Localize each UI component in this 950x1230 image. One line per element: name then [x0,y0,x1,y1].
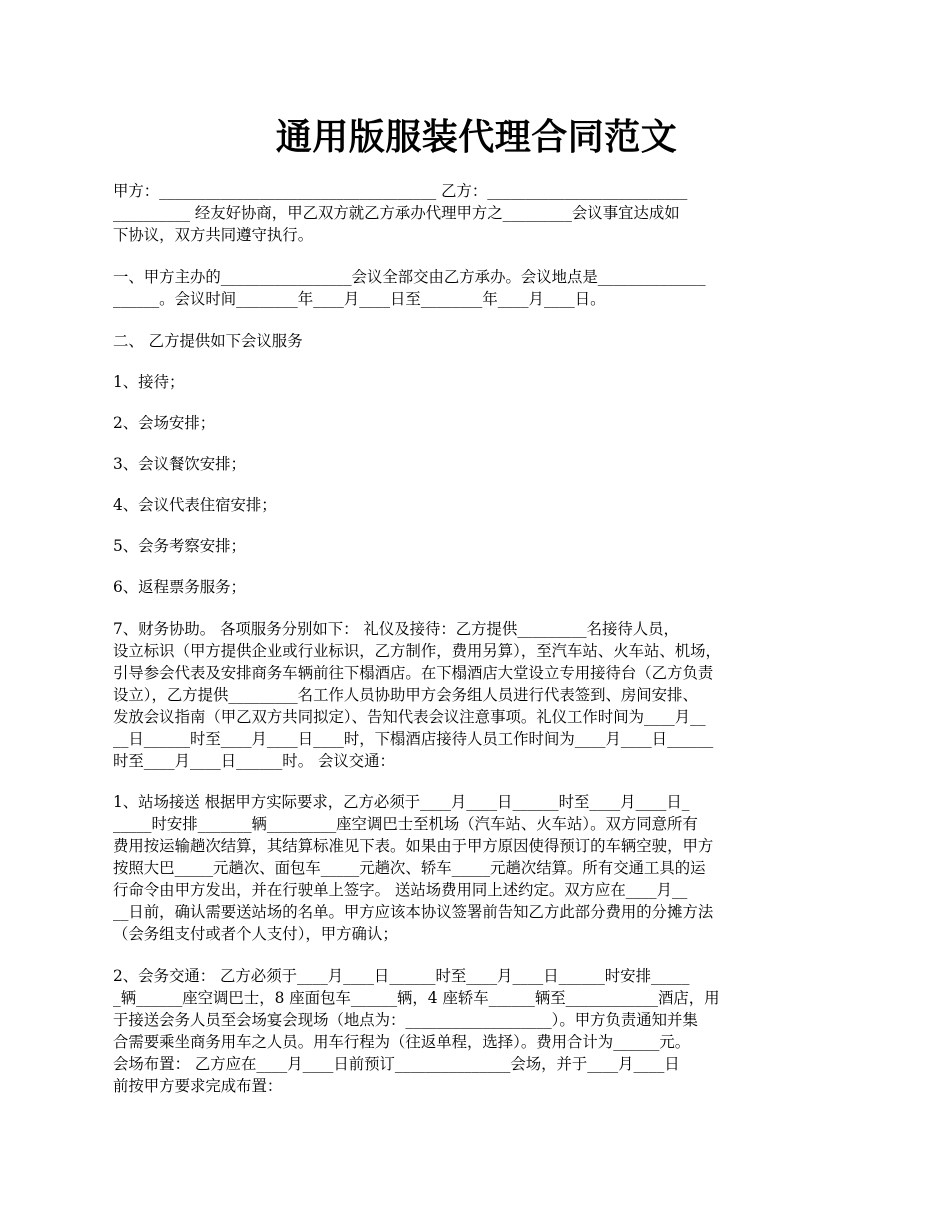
text-line: 6、返程票务服务； [113,578,246,596]
text-line: _____时安排_______辆_________座空调巴士至机场（汽车站、火车站）。双方同意所有 [113,815,698,833]
text-line: 引导参会代表及安排商务车辆前往下榻酒店。在下榻酒店大堂设立专用接待台（乙方负责 [113,664,714,682]
text-line: 合需要乘坐商务用车之人员。用车行程为（往返单程，选择）。费用合计为______元。 [113,1033,691,1051]
text-line: __日______时至____月____日____时，下榻酒店接待人员工作时间为____月____日______ [113,730,714,748]
service-item-2 [113,412,840,434]
text-line: 3、会议餐饮安排； [113,455,246,473]
clause-2-heading [113,330,840,352]
text-line: 费用按运输趟次结算，其结算标准见下表。如果由于甲方原因使得预订的车辆空驶，甲方 [113,837,714,855]
text-line: 设立），乙方提供_________名工作人员协助甲方会务组人员进行代表签到、房间安排、 [113,686,698,704]
text-line: _辆______座空调巴士，8 座面包车______辆，4 座轿车______辆至____________酒店，用 [113,989,720,1007]
text-line: 行命令由甲方发出，并在行驶单上签字。 送站场费用同上述约定。双方应在____月__ [113,881,688,899]
text-line: 按照大巴_____元趟次、面包车_____元趟次、轿车_____元趟次结算。所有交通工具的运 [113,859,706,877]
text-line: __________ 经友好协商，甲乙双方就乙方承办代理甲方之_________会议事宜达成如 [113,204,680,222]
text-line: 2、会场安排； [113,414,216,432]
text-line: 甲方：____________________________________ 乙方：__________________________ [113,182,688,200]
text-line: 时至____月____日______时。 会议交通： [113,752,395,770]
parties-paragraph [113,180,840,246]
text-line: 1、接待； [113,373,185,391]
text-line: 一、甲方主办的_________________会议全部交由乙方承办。会议地点是______________ [113,268,706,286]
text-line: 7、财务协助。 各项服务分别如下： 礼仪及接待：乙方提供_________名接待人员， [113,620,679,638]
service-item-6 [113,576,840,598]
text-line: 2、会务交通： 乙方必须于____月____日______时至____月____日______时安排_____ [113,967,690,985]
text-line: 下协议，双方共同遵守执行。 [113,226,314,244]
conference-transport-paragraph [113,965,840,1097]
text-line: 4、会议代表住宿安排； [113,496,277,514]
text-line: 二、 乙方提供如下会议服务 [113,332,303,350]
text-line: 设立标识（甲方提供企业或行业标识，乙方制作，费用另算），至汽车站、火车站、机场， [113,642,721,660]
text-line: __日前，确认需要送站场的名单。甲方应该本协议签署前告知乙方此部分费用的分摊方法 [113,903,714,921]
service-item-4 [113,494,840,516]
clause-1-paragraph [113,266,840,310]
text-line: 前按甲方要求完成布置： [113,1077,283,1095]
text-line: 5、会务考察安排； [113,537,246,555]
service-item-5 [113,535,840,557]
service-item-1 [113,371,840,393]
text-line: （会务组支付或者个人支付），甲方确认； [113,925,398,943]
document-title: 通用版服装代理合同范文 [275,116,678,158]
text-line: ______。会议时间________年____月____日至________年____月____日。 [113,290,606,308]
service-item-3 [113,453,840,475]
station-transfer-paragraph [113,791,840,945]
service-item-7 [113,618,840,772]
text-line: 于接送会务人员至会场宴会现场（地点为：___________________）。甲方负责通知并集 [113,1011,698,1029]
text-line: 发放会议指南（甲乙双方共同拟定）、告知代表会议注意事项。礼仪工作时间为____月__ [113,708,706,726]
text-line: 会场布置： 乙方应在____月____日前预订_______________会场，并于____月____日 [113,1055,680,1073]
text-line: 1、站场接送 根据甲方实际要求，乙方必须于____月____日______时至____月____日_ [113,793,690,811]
